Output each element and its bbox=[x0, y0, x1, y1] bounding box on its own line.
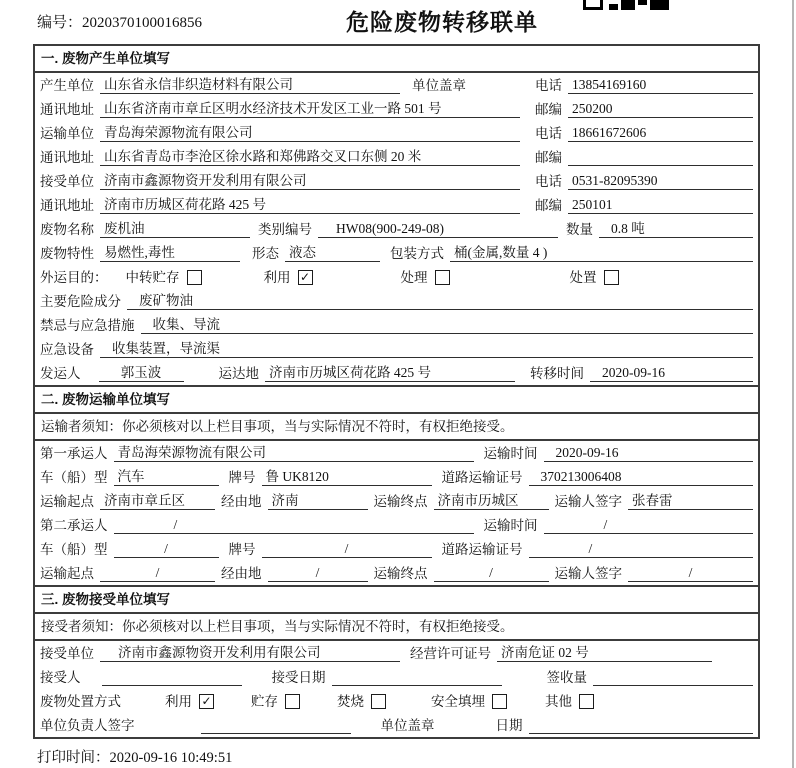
purpose-dispose bbox=[570, 270, 619, 286]
receiver-phone-value: 0531-82095390 bbox=[568, 173, 753, 190]
route-via-label: 经由地 bbox=[221, 494, 262, 509]
category-code-label: 类别编号 bbox=[258, 222, 312, 237]
disposal-landfill-label: 安全填埋 bbox=[431, 694, 485, 709]
transport-time-label: 运输时间 bbox=[483, 446, 538, 461]
row-outbound-purpose bbox=[35, 265, 758, 289]
transport-time-2-label: 运输时间 bbox=[483, 518, 538, 533]
quantity-value: 0.8 吨 bbox=[599, 221, 753, 238]
transport-time-value: 2020-09-16 bbox=[544, 445, 754, 462]
document-number-label: 编号： bbox=[37, 15, 83, 31]
purpose-utilize-checkbox-icon: ✓ bbox=[298, 270, 313, 285]
accept-date-value bbox=[332, 670, 502, 686]
transport-phone-value: 18661672606 bbox=[568, 125, 753, 142]
producer-address-value: 山东省济南市章丘区明水经济技术开发区工业一路 501 号 bbox=[100, 101, 520, 118]
section3-title: 三. 废物接受单位填写 bbox=[35, 587, 758, 614]
receiver-zip-label: 邮编 bbox=[535, 198, 562, 213]
carrier-signature-label: 运输人签字 bbox=[554, 494, 622, 509]
packaging-value: 桶(金属,数量 4 ) bbox=[450, 245, 753, 262]
plate-number-2-value: / bbox=[262, 541, 432, 558]
receiver-unit-value: 济南市鑫源物资开发利用有限公司 bbox=[100, 173, 520, 190]
plate-number-value: 鲁 UK8120 bbox=[262, 469, 432, 486]
transport-address-label: 通讯地址 bbox=[40, 150, 94, 165]
road-permit-2-label: 道路运输证号 bbox=[441, 542, 523, 557]
disposal-utilize-checkbox-icon: ✓ bbox=[199, 694, 214, 709]
purpose-transfer-storage bbox=[126, 270, 202, 286]
producer-address-label: 通讯地址 bbox=[40, 102, 94, 117]
waste-property-value: 易燃性,毒性 bbox=[100, 245, 240, 262]
receiver-phone-label: 电话 bbox=[535, 174, 562, 189]
row-first-carrier bbox=[35, 441, 758, 465]
received-quantity-value bbox=[593, 670, 753, 686]
waste-name-value: 废机油 bbox=[100, 221, 250, 238]
row-responsible-signature bbox=[35, 713, 758, 737]
disposal-utilize-label: 利用 bbox=[165, 694, 192, 709]
disposal-incinerate-label: 焚烧 bbox=[337, 694, 364, 709]
outbound-purpose-label: 外运目的： bbox=[40, 270, 108, 285]
document-number-value: 2020370100016856 bbox=[82, 15, 203, 31]
purpose-utilize bbox=[264, 270, 313, 286]
section-producer bbox=[35, 46, 758, 385]
packaging-label: 包装方式 bbox=[390, 246, 444, 261]
transport-zip-label: 邮编 bbox=[535, 150, 562, 165]
purpose-transfer-storage-label: 中转贮存 bbox=[125, 270, 180, 285]
purpose-dispose-label: 处置 bbox=[569, 270, 597, 285]
route-via-2-value: / bbox=[268, 565, 368, 582]
purpose-dispose-checkbox-icon bbox=[604, 270, 619, 285]
row-disposal-method bbox=[35, 689, 758, 713]
shipper-label: 发运人 bbox=[40, 366, 81, 381]
date-value bbox=[529, 718, 754, 734]
producer-phone-label: 电话 bbox=[535, 78, 562, 93]
manifest-form bbox=[33, 44, 760, 739]
receiver-zip-value: 250101 bbox=[568, 197, 753, 214]
receiver-address-label: 通讯地址 bbox=[40, 198, 94, 213]
row-hazard-component bbox=[35, 289, 758, 313]
transfer-date-label: 转移时间 bbox=[530, 366, 584, 381]
carrier-signature-value: 张春雷 bbox=[628, 493, 753, 510]
plate-number-2-label: 牌号 bbox=[228, 542, 256, 557]
section-receiver bbox=[35, 585, 758, 737]
row-vehicle-type-1 bbox=[35, 465, 758, 489]
transport-unit-label: 运输单位 bbox=[40, 126, 94, 141]
responsible-signature-label: 单位负责人签字 bbox=[40, 718, 135, 733]
unit-seal-label: 单位盖章 bbox=[412, 78, 466, 93]
producer-unit-value: 山东省永信非织造材料有限公司 bbox=[100, 77, 400, 94]
hazard-component-value: 废矿物油 bbox=[127, 293, 753, 310]
form-state-label: 形态 bbox=[252, 246, 279, 261]
purpose-transfer-storage-checkbox-icon bbox=[187, 270, 202, 285]
transport-phone-label: 电话 bbox=[535, 126, 562, 141]
route-end-2-label: 运输终点 bbox=[373, 566, 428, 581]
plate-number-label: 牌号 bbox=[228, 470, 256, 485]
transfer-date-value: 2020-09-16 bbox=[590, 365, 753, 382]
accept-unit-value: 济南市鑫源物资开发利用有限公司 bbox=[100, 645, 400, 662]
purpose-treat-checkbox-icon bbox=[435, 270, 450, 285]
qr-code-partial-icon bbox=[583, 0, 669, 10]
row-transport-unit bbox=[35, 121, 758, 145]
disposal-other-label: 其他 bbox=[545, 694, 572, 709]
second-carrier-value: / bbox=[114, 517, 474, 534]
quantity-label: 数量 bbox=[566, 222, 593, 237]
waste-property-label: 废物特性 bbox=[40, 246, 94, 261]
route-end-value: 济南市历城区 bbox=[434, 493, 549, 510]
print-time bbox=[37, 746, 232, 767]
accept-person-value bbox=[102, 670, 242, 686]
row-accept-person bbox=[35, 665, 758, 689]
date-label: 日期 bbox=[495, 718, 523, 733]
accept-date-label: 接受日期 bbox=[271, 670, 326, 685]
section1-title: 一. 废物产生单位填写 bbox=[35, 46, 758, 73]
print-time-value: 2020-09-16 10:49:51 bbox=[109, 750, 233, 766]
route-start-label: 运输起点 bbox=[40, 494, 94, 509]
vehicle-type-2-value: / bbox=[114, 541, 219, 558]
route-end-label: 运输终点 bbox=[373, 494, 428, 509]
transport-address-value: 山东省青岛市李沧区徐水路和郑佛路交叉口东侧 20 米 bbox=[100, 149, 520, 166]
disposal-utilize bbox=[165, 694, 214, 710]
vehicle-type-label: 车（船）型 bbox=[40, 470, 108, 485]
unit-seal-3-label: 单位盖章 bbox=[380, 718, 435, 733]
route-via-value: 济南 bbox=[268, 493, 368, 510]
license-number-value: 济南危证 02 号 bbox=[497, 645, 712, 662]
emergency-measures-label: 禁忌与应急措施 bbox=[40, 318, 135, 333]
road-permit-value: 370213006408 bbox=[529, 469, 754, 486]
row-shipper bbox=[35, 361, 758, 385]
accept-unit-label: 接受单位 bbox=[40, 646, 94, 661]
route-start-2-label: 运输起点 bbox=[40, 566, 94, 581]
category-code-value: HW08(900-249-08) bbox=[318, 221, 558, 238]
vehicle-type-2-label: 车（船）型 bbox=[40, 542, 108, 557]
form-state-value: 液态 bbox=[285, 245, 380, 262]
purpose-treat bbox=[401, 270, 450, 286]
first-carrier-value: 青岛海荣源物流有限公司 bbox=[114, 445, 474, 462]
route-end-2-value: / bbox=[434, 565, 549, 582]
receiver-address-value: 济南市历城区荷花路 425 号 bbox=[100, 197, 520, 214]
disposal-storage-label: 贮存 bbox=[251, 694, 278, 709]
row-producer-unit bbox=[35, 73, 758, 97]
disposal-incinerate bbox=[337, 694, 386, 710]
transporter-notice: 运输者须知：你必须核对以上栏目事项，当与实际情况不符时，有权拒绝接受。 bbox=[35, 414, 758, 441]
hazard-component-label: 主要危险成分 bbox=[40, 294, 121, 309]
carrier-signature-2-label: 运输人签字 bbox=[554, 566, 622, 581]
transport-zip-value bbox=[568, 150, 753, 166]
accept-person-label: 接受人 bbox=[40, 670, 81, 685]
row-accept-unit bbox=[35, 641, 758, 665]
producer-zip-label: 邮编 bbox=[535, 102, 562, 117]
license-number-label: 经营许可证号 bbox=[410, 646, 491, 661]
route-start-2-value: / bbox=[100, 565, 215, 582]
row-waste-property bbox=[35, 241, 758, 265]
row-transport-address bbox=[35, 145, 758, 169]
receiver-notice: 接受者须知：你必须核对以上栏目事项，当与实际情况不符时，有权拒绝接受。 bbox=[35, 614, 758, 641]
disposal-landfill bbox=[431, 694, 507, 710]
emergency-equipment-label: 应急设备 bbox=[40, 342, 94, 357]
row-emergency-measures bbox=[35, 313, 758, 337]
route-start-value: 济南市章丘区 bbox=[100, 493, 215, 510]
disposal-other bbox=[545, 694, 594, 710]
row-producer-address bbox=[35, 97, 758, 121]
disposal-storage-checkbox-icon bbox=[285, 694, 300, 709]
producer-unit-label: 产生单位 bbox=[40, 78, 94, 93]
first-carrier-label: 第一承运人 bbox=[40, 446, 108, 461]
section-transporter bbox=[35, 385, 758, 585]
destination-value: 济南市历城区荷花路 425 号 bbox=[265, 365, 515, 382]
emergency-measures-value: 收集、导流 bbox=[141, 317, 754, 334]
producer-phone-value: 13854169160 bbox=[568, 77, 753, 94]
route-via-2-label: 经由地 bbox=[221, 566, 262, 581]
road-permit-2-value: / bbox=[529, 541, 754, 558]
second-carrier-label: 第二承运人 bbox=[40, 518, 108, 533]
disposal-other-checkbox-icon bbox=[579, 694, 594, 709]
waste-name-label: 废物名称 bbox=[40, 222, 94, 237]
shipper-value: 郭玉波 bbox=[99, 365, 184, 382]
destination-label: 运达地 bbox=[218, 366, 259, 381]
received-quantity-label: 签收量 bbox=[546, 670, 587, 685]
row-waste-name bbox=[35, 217, 758, 241]
section2-title: 二. 废物运输单位填写 bbox=[35, 387, 758, 414]
page-edge-divider bbox=[792, 0, 794, 768]
row-receiver-unit bbox=[35, 169, 758, 193]
document-title: 危险废物转移联单 bbox=[346, 9, 538, 35]
row-emergency-equipment bbox=[35, 337, 758, 361]
disposal-storage bbox=[251, 694, 300, 710]
emergency-equipment-value: 收集装置，导流渠 bbox=[100, 341, 753, 358]
row-route-1 bbox=[35, 489, 758, 513]
road-permit-label: 道路运输证号 bbox=[441, 470, 523, 485]
transport-time-2-value: / bbox=[544, 517, 754, 534]
row-receiver-address bbox=[35, 193, 758, 217]
transport-unit-value: 青岛海荣源物流有限公司 bbox=[100, 125, 520, 142]
row-second-carrier bbox=[35, 513, 758, 537]
print-time-label: 打印时间： bbox=[37, 750, 110, 766]
disposal-method-label: 废物处置方式 bbox=[40, 694, 121, 709]
carrier-signature-2-value: / bbox=[628, 565, 753, 582]
row-vehicle-type-2 bbox=[35, 537, 758, 561]
producer-zip-value: 250200 bbox=[568, 101, 753, 118]
row-route-2 bbox=[35, 561, 758, 585]
vehicle-type-value: 汽车 bbox=[114, 469, 219, 486]
disposal-incinerate-checkbox-icon bbox=[371, 694, 386, 709]
disposal-landfill-checkbox-icon bbox=[492, 694, 507, 709]
purpose-utilize-label: 利用 bbox=[263, 270, 291, 285]
receiver-unit-label: 接受单位 bbox=[40, 174, 94, 189]
responsible-signature-value bbox=[201, 718, 351, 734]
purpose-treat-label: 处理 bbox=[400, 270, 428, 285]
